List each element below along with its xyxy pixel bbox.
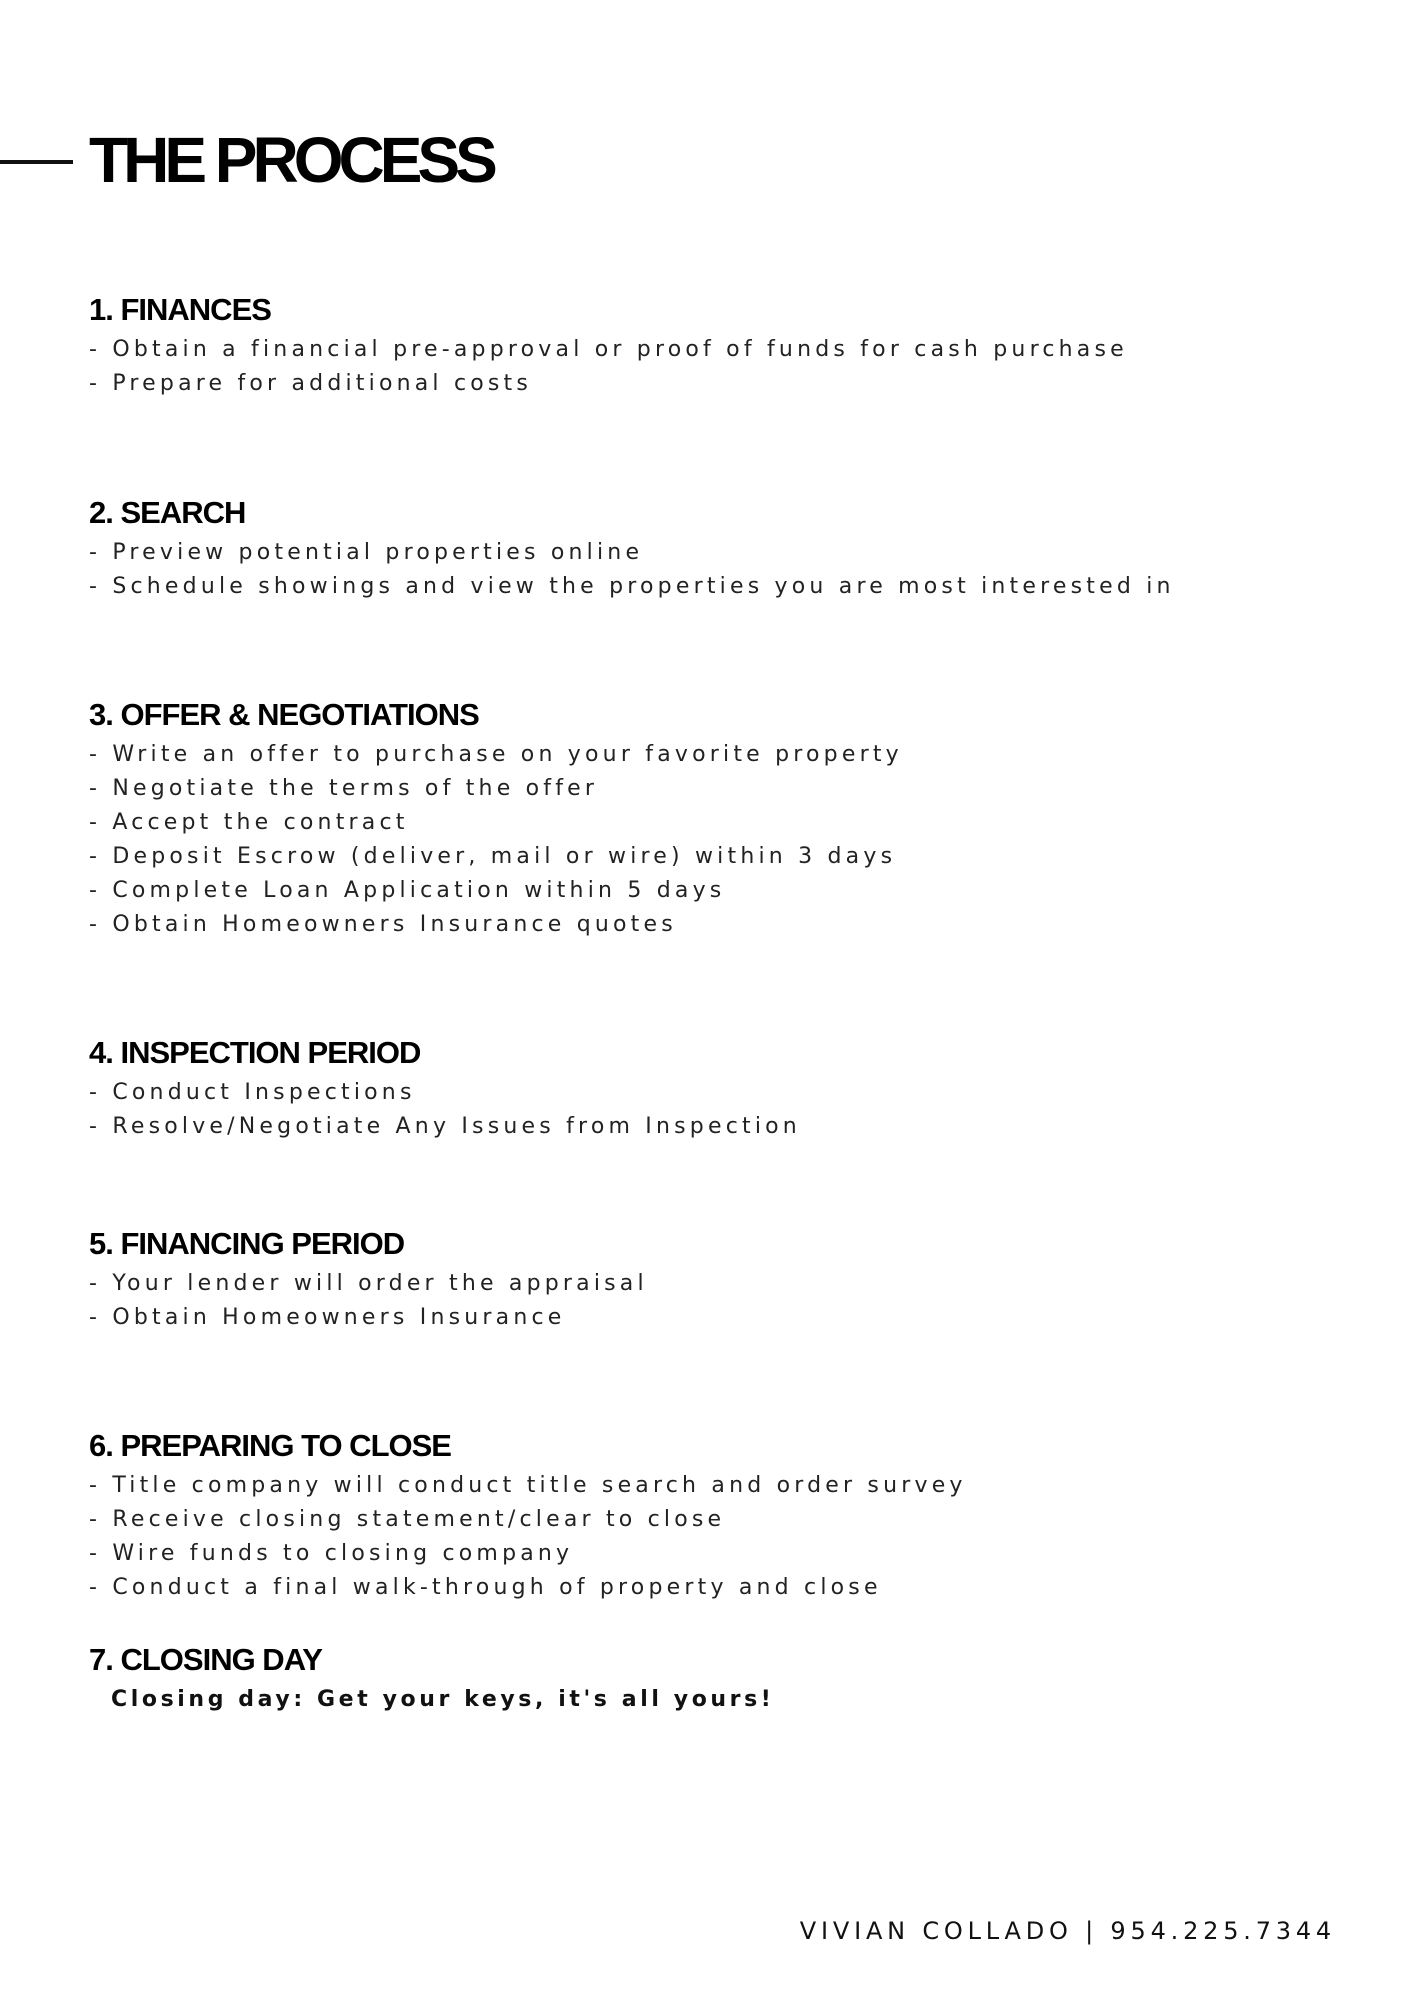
section-heading: 6. PREPARING TO CLOSE xyxy=(89,1428,451,1463)
list-item: - Schedule showings and view the properties you are most interested in xyxy=(89,574,1175,599)
section-list xyxy=(89,738,903,942)
section-heading: 4. INSPECTION PERIOD xyxy=(89,1035,421,1070)
list-item: - Obtain a financial pre-approval or proof of funds for cash purchase xyxy=(89,337,1128,362)
section-preparing-to-close xyxy=(89,1427,967,1605)
section-heading: 1. FINANCES xyxy=(89,292,271,327)
list-item: - Write an offer to purchase on your favorite property xyxy=(89,742,903,767)
section-list xyxy=(89,536,1175,604)
section-search xyxy=(89,494,1175,604)
list-item: - Wire funds to closing company xyxy=(89,1541,574,1566)
list-item: - Complete Loan Application within 5 days xyxy=(89,878,726,903)
footer-contact: VIVIAN COLLADO | 954.225.7344 xyxy=(799,1917,1336,1945)
list-item: - Accept the contract xyxy=(89,810,409,835)
section-list xyxy=(89,1076,801,1144)
closing-day-text: Closing day: Get your keys, it's all yours! xyxy=(111,1687,775,1712)
list-item: - Obtain Homeowners Insurance xyxy=(89,1305,566,1330)
section-inspection-period xyxy=(89,1034,801,1144)
section-list xyxy=(89,1267,648,1335)
list-item: - Prepare for additional costs xyxy=(89,371,533,396)
list-item: - Deposit Escrow (deliver, mail or wire) within 3 days xyxy=(89,844,897,869)
list-item: - Resolve/Negotiate Any Issues from Inspection xyxy=(89,1114,801,1139)
list-item: - Negotiate the terms of the offer xyxy=(89,776,599,801)
section-list xyxy=(89,1469,967,1605)
list-item: - Title company will conduct title search and order survey xyxy=(89,1473,967,1498)
section-finances xyxy=(89,291,1128,401)
section-list xyxy=(89,333,1128,401)
section-offer-negotiations xyxy=(89,696,903,942)
list-item: - Receive closing statement/clear to close xyxy=(89,1507,726,1532)
list-item: - Obtain Homeowners Insurance quotes xyxy=(89,912,677,937)
list-item: - Conduct a final walk-through of property and close xyxy=(89,1575,882,1600)
section-closing-day xyxy=(89,1641,774,1717)
title-rule xyxy=(0,160,73,164)
list-item: - Your lender will order the appraisal xyxy=(89,1271,648,1296)
section-financing-period xyxy=(89,1225,648,1335)
list-item: - Conduct Inspections xyxy=(89,1080,416,1105)
section-heading: 3. OFFER & NEGOTIATIONS xyxy=(89,697,479,732)
section-heading: 2. SEARCH xyxy=(89,495,246,530)
section-heading: 7. CLOSING DAY xyxy=(89,1642,322,1677)
list-item: - Preview potential properties online xyxy=(89,540,644,565)
section-heading: 5. FINANCING PERIOD xyxy=(89,1226,405,1261)
page-title: THE PROCESS xyxy=(89,124,493,196)
